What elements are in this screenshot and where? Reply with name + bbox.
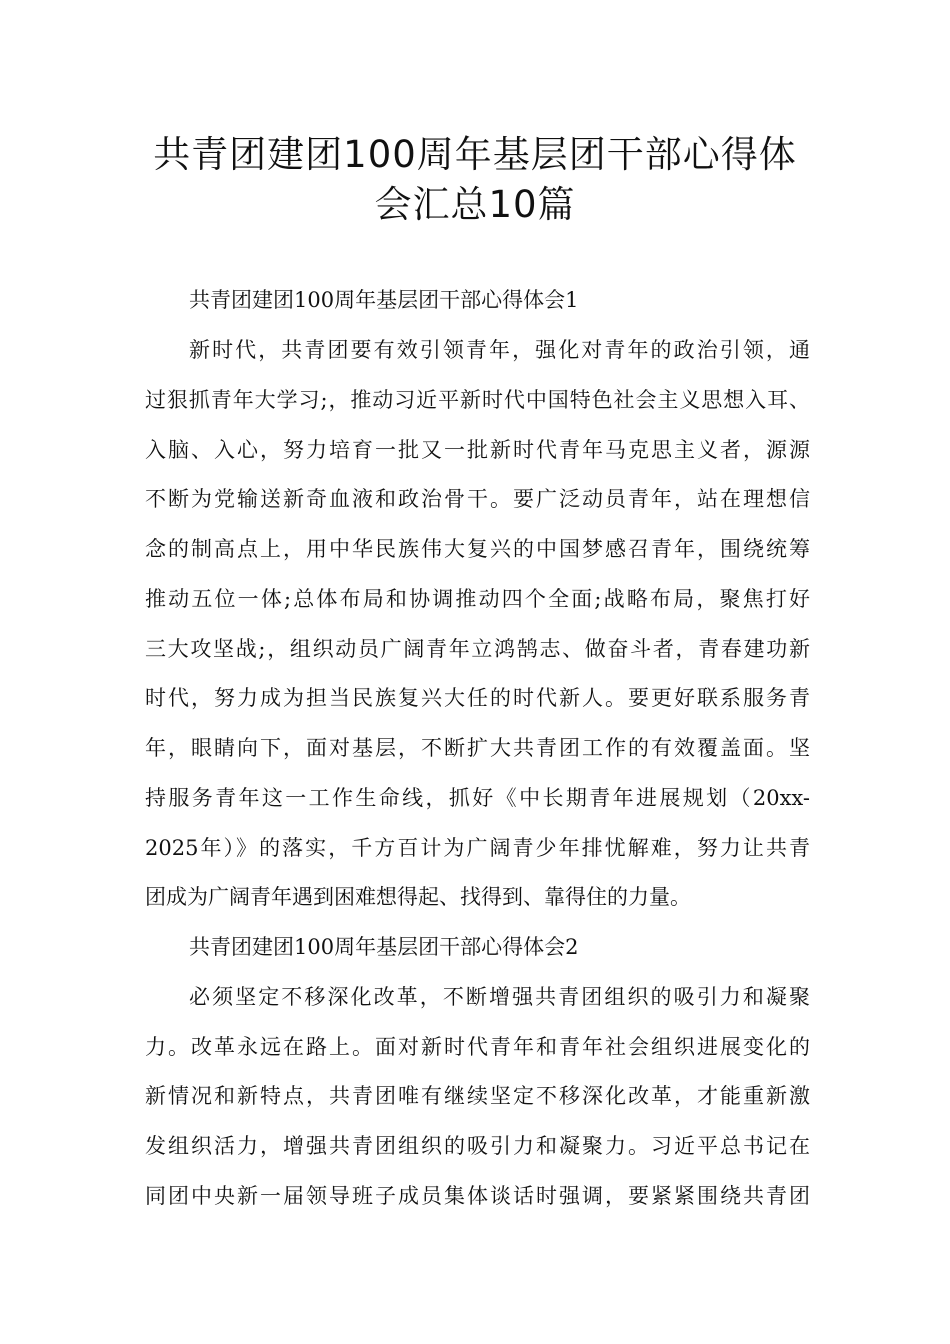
paragraph-line: 三大攻坚战;，组织动员广阔青年立鸿鹄志、做奋斗者，青春建功新	[145, 637, 810, 661]
paragraph-line: 团成为广阔青年遇到困难想得起、找得到、靠得住的力量。	[145, 885, 691, 909]
paragraph-line: 力。改革永远在路上。面对新时代青年和青年社会组织进展变化的	[145, 1035, 810, 1059]
paragraph-line: 念的制高点上，用中华民族伟大复兴的中国梦感召青年，围绕统筹	[145, 537, 810, 561]
section-heading: 共青团建团100周年基层团干部心得体会2	[189, 935, 579, 959]
paragraph-line: 新时代，共青团要有效引领青年，强化对青年的政治引领，通	[189, 338, 810, 362]
paragraph-line: 推动五位一体;总体布局和协调推动四个全面;战略布局，聚焦打好	[145, 587, 810, 611]
paragraph-line: 持服务青年这一工作生命线，抓好《中长期青年进展规划（20xx-	[145, 786, 810, 810]
paragraph-line: 2025年）》的落实，千方百计为广阔青少年排忧解难，努力让共青	[145, 836, 810, 860]
paragraph-line: 必须坚定不移深化改革，不断增强共青团组织的吸引力和凝聚	[189, 985, 810, 1009]
paragraph-line: 新情况和新特点，共青团唯有继续坚定不移深化改革，才能重新激	[145, 1084, 810, 1108]
paragraph-line: 不断为党输送新奇血液和政治骨干。要广泛动员青年，站在理想信	[145, 487, 810, 511]
section-heading: 共青团建团100周年基层团干部心得体会1	[189, 288, 579, 312]
paragraph-line: 同团中央新一届领导班子成员集体谈话时强调，要紧紧围绕共青团	[145, 1184, 810, 1208]
paragraph-line: 入脑、入心，努力培育一批又一批新时代青年马克思主义者，源源	[145, 438, 810, 462]
paragraph-line: 时代，努力成为担当民族复兴大任的时代新人。要更好联系服务青	[145, 686, 810, 710]
paragraph-line: 发组织活力，增强共青团组织的吸引力和凝聚力。习近平总书记在	[145, 1134, 810, 1158]
paragraph-line: 年，眼睛向下，面对基层，不断扩大共青团工作的有效覆盖面。坚	[145, 736, 810, 760]
document-title-line-1: 共青团建团100周年基层团干部心得体	[153, 133, 797, 176]
document-title-line-2: 会汇总10篇	[374, 183, 576, 226]
paragraph-line: 过狠抓青年大学习;，推动习近平新时代中国特色社会主义思想入耳、	[145, 388, 810, 412]
